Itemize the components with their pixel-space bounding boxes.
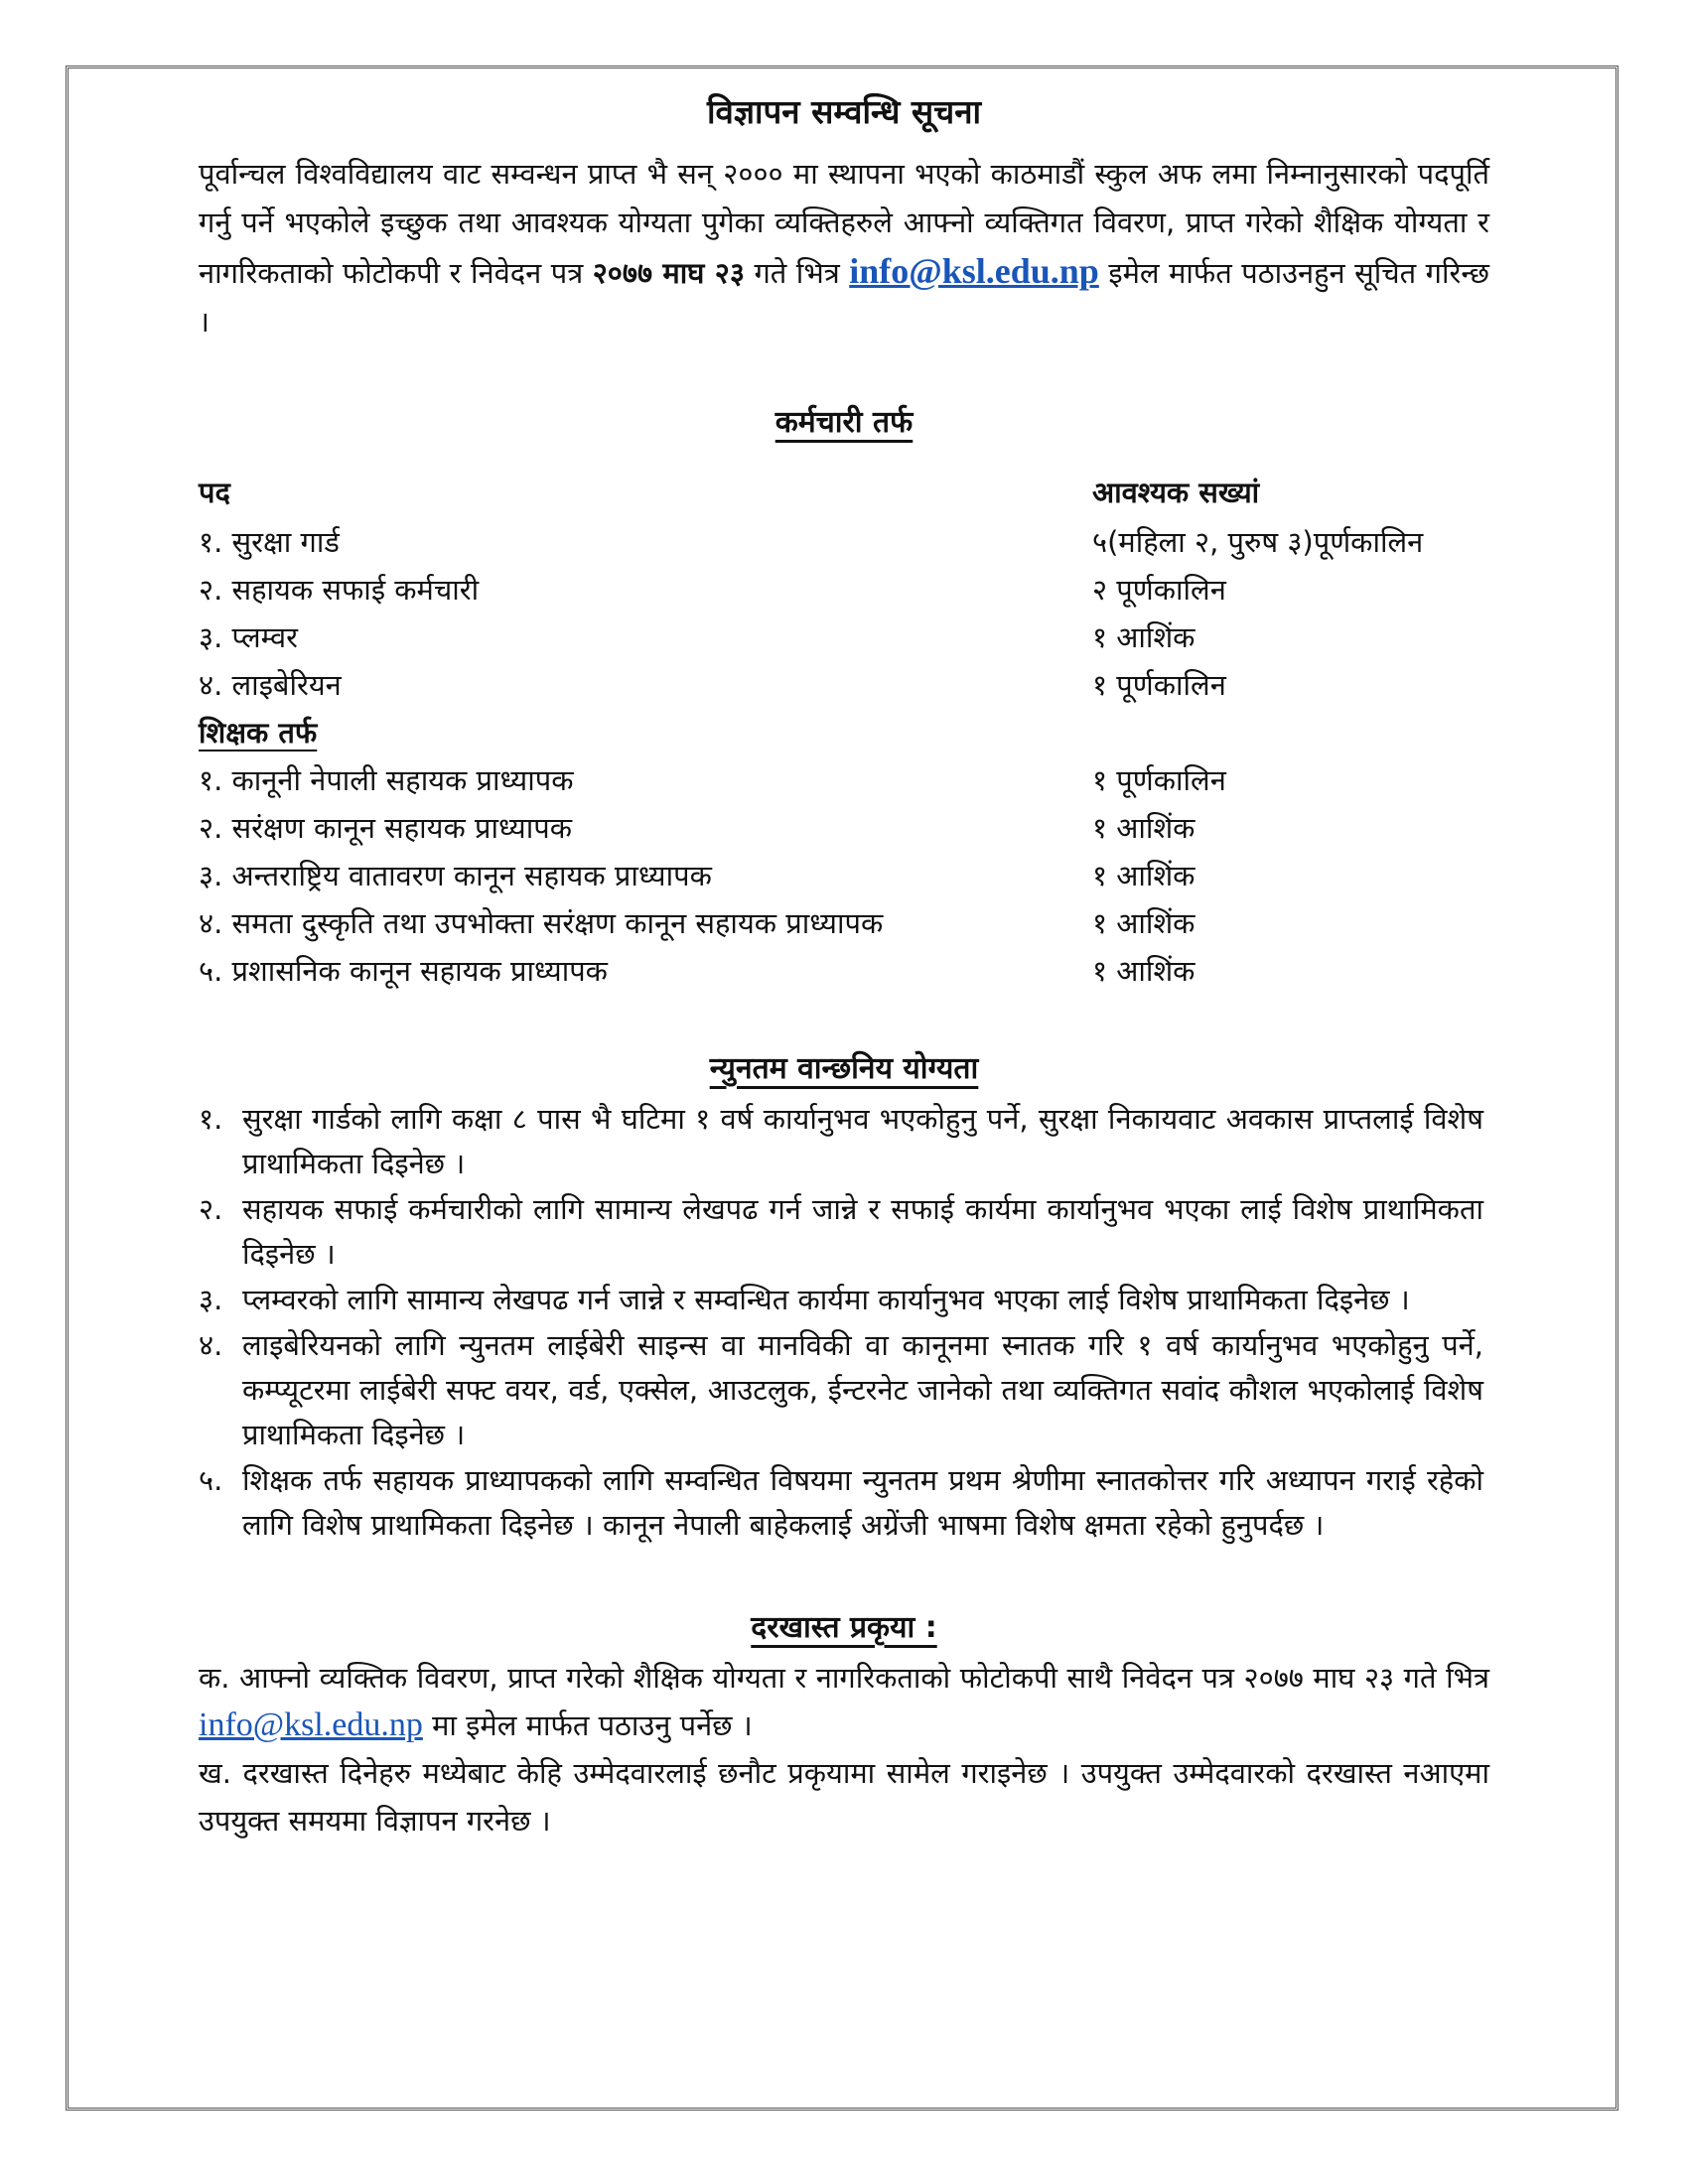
teacher-section-heading: शिक्षक तर्फ [199, 715, 318, 750]
position-count: ५(महिला २, पुरुष ३)पूर्णकालिन [1092, 524, 1424, 559]
list-item-text: सहायक सफाई कर्मचारीको लागि सामान्य लेखपढ गर्न जान्ने र सफाई कार्यमा कार्यानुभव भएका लाई विशेष प्राथामिकता दिइनेछ । [242, 1192, 1483, 1271]
position-count: १ आशिंक [1092, 905, 1196, 940]
position-count: १ पूर्णकालिन [1092, 762, 1226, 797]
list-item-number: ५. [199, 1463, 223, 1497]
intro-text: पूर्वान्चल विश्वविद्यालय वाट सम्वन्धन प्राप्त भै सन् २००० मा स्थापना भएको काठमाडौं स्कुल अफ लमा निम्नानुसारको पदपूर्ति गर्नु पर्ने भएकोले इच्छुक तथा आवश्यक योग्यता पुगेका व्यक्तिहरुले आफ्नो व्यक्तिगत विवरण, प्राप्त गरेको शैक्षिक योग्यता र नागरिकताको फोटोकपी र निवेदन पत्र [199, 157, 1489, 290]
list-item-text: शिक्षक तर्फ सहायक प्राध्यापकको लागि सम्वन्धित विषयमा न्युनतम प्रथम श्रेणीमा स्नातकोत्तर गरि अध्यापन गराई रहेको लागि विशेष प्राथामिकता दिइनेछ । कानून नेपाली बाहेकलाई अग्रेंजी भाषमा विशेष क्षमता रहेको हुनुपर्दछ । [242, 1463, 1483, 1542]
application-ka-text-after: मा इमेल मार्फत पठाउनु पर्नेछ । [432, 1708, 753, 1742]
list-item-number: ३. [199, 1283, 223, 1316]
list-item [199, 1458, 1489, 1548]
position-name: ४. लाइबेरियन [199, 667, 342, 702]
intro-deadline: २०७७ माघ २३ [592, 256, 745, 290]
positions-table-header [199, 467, 1489, 518]
list-item [199, 1278, 1489, 1322]
list-item-number: ४. [199, 1328, 223, 1362]
teacher-row [199, 804, 1489, 852]
teacher-row [199, 756, 1489, 804]
intro-paragraph [199, 150, 1489, 346]
list-item-text: सुरक्षा गार्डको लागि कक्षा ८ पास भै घटिमा १ वर्ष कार्यानुभव भएकोहुनु पर्ने, सुरक्षा निकायवाट अवकास प्राप्तलाई विशेष प्राथामिकता दिइनेछ । [242, 1102, 1483, 1180]
position-name: २. सरंक्षण कानून सहायक प्राध्यापक [199, 810, 572, 845]
list-item [199, 1187, 1489, 1277]
staff-row [199, 566, 1489, 614]
column-header-post: पद [199, 475, 230, 509]
list-item-number: २. [199, 1192, 223, 1226]
position-name: ५. प्रशासनिक कानून सहायक प्राध्यापक [199, 953, 608, 988]
qualification-list [199, 1097, 1489, 1548]
position-count: १ पूर्णकालिन [1092, 667, 1226, 702]
intro-text-before-email: गते भित्र [754, 256, 840, 290]
position-count: १ आशिंक [1092, 953, 1196, 988]
staff-row [199, 518, 1489, 566]
intro-text-after-email: इमेल मार्फत पठाउनहुन सूचित गरिन्छ । [199, 256, 1490, 339]
position-count: २ पूर्णकालिन [1092, 572, 1226, 607]
list-item [199, 1097, 1489, 1186]
position-count: १ आशिंक [1092, 858, 1196, 892]
application-email-link[interactable]: info@ksl.edu.np [199, 1706, 423, 1743]
notice-document [199, 87, 1489, 1844]
application-item-kha: ख. दरखास्त दिनेहरु मध्येबाट केहि उम्मेदवारलाई छनौट प्रकृयामा सामेल गराइनेछ । उपयुक्त उम्मेदवारको दरखास्त नआएमा उपयुक्त समयमा विज्ञापन गरनेछ । [199, 1756, 1489, 1838]
intro-email-link[interactable]: info@ksl.edu.np [849, 251, 1099, 291]
list-item-text: प्लम्वरको लागि सामान्य लेखपढ गर्न जान्ने र सम्वन्धित कार्यमा कार्यानुभव भएका लाई विशेष प्राथामिकता दिइनेछ । [242, 1283, 1410, 1316]
position-name: ३. प्लम्वर [199, 619, 299, 654]
staff-row [199, 661, 1489, 709]
list-item [199, 1323, 1489, 1457]
staff-section-heading: कर्मचारी तर्फ [774, 405, 914, 440]
qualification-section-heading: न्युनतम वान्छनिय योग्यता [709, 1051, 979, 1086]
list-item-text: लाइबेरियनको लागि न्युनतम लाईबेरी साइन्स वा मानविकी वा कानूनमा स्नातक गरि १ वर्ष कार्यानुभव भएकोहुनु पर्ने, कम्प्यूटरमा लाईबेरी सफ्ट वयर, वर्ड, एक्सेल, आउटलुक, ईन्टरनेट जानेको तथा व्यक्तिगत सवांद कौशल भएकोलाई विशेष प्राथामिकता दिइनेछ । [242, 1328, 1483, 1451]
position-name: १. कानूनी नेपाली सहायक प्राध्यापक [199, 762, 574, 797]
teacher-row [199, 899, 1489, 947]
application-item-ka [199, 1654, 1489, 1749]
notice-title: विज्ञापन सम्वन्धि सूचना [706, 92, 982, 131]
position-name: ४. समता दुस्कृति तथा उपभोक्ता सरंक्षण कानून सहायक प्राध्यापक [199, 905, 884, 940]
application-section-heading: दरखास्त प्रकृया : [751, 1610, 937, 1645]
positions-table [199, 467, 1489, 995]
staff-row [199, 614, 1489, 661]
position-name: १. सुरक्षा गार्ड [199, 524, 340, 559]
position-name: २. सहायक सफाई कर्मचारी [199, 572, 480, 607]
teacher-row [199, 947, 1489, 995]
position-count: १ आशिंक [1092, 810, 1196, 845]
position-name: ३. अन्तराष्ट्रिय वातावरण कानून सहायक प्राध्यापक [199, 858, 712, 892]
position-count: १ आशिंक [1092, 619, 1196, 654]
column-header-count: आवश्यक सख्यां [1092, 475, 1260, 509]
list-item-number: १. [199, 1102, 223, 1136]
application-ka-text: क. आफ्नो व्यक्तिक विवरण, प्राप्त गरेको शैक्षिक योग्यता र नागरिकताको फोटोकपी साथै निवेदन पत्र २०७७ माघ २३ गते भित्र [199, 1661, 1489, 1695]
teacher-row [199, 852, 1489, 899]
